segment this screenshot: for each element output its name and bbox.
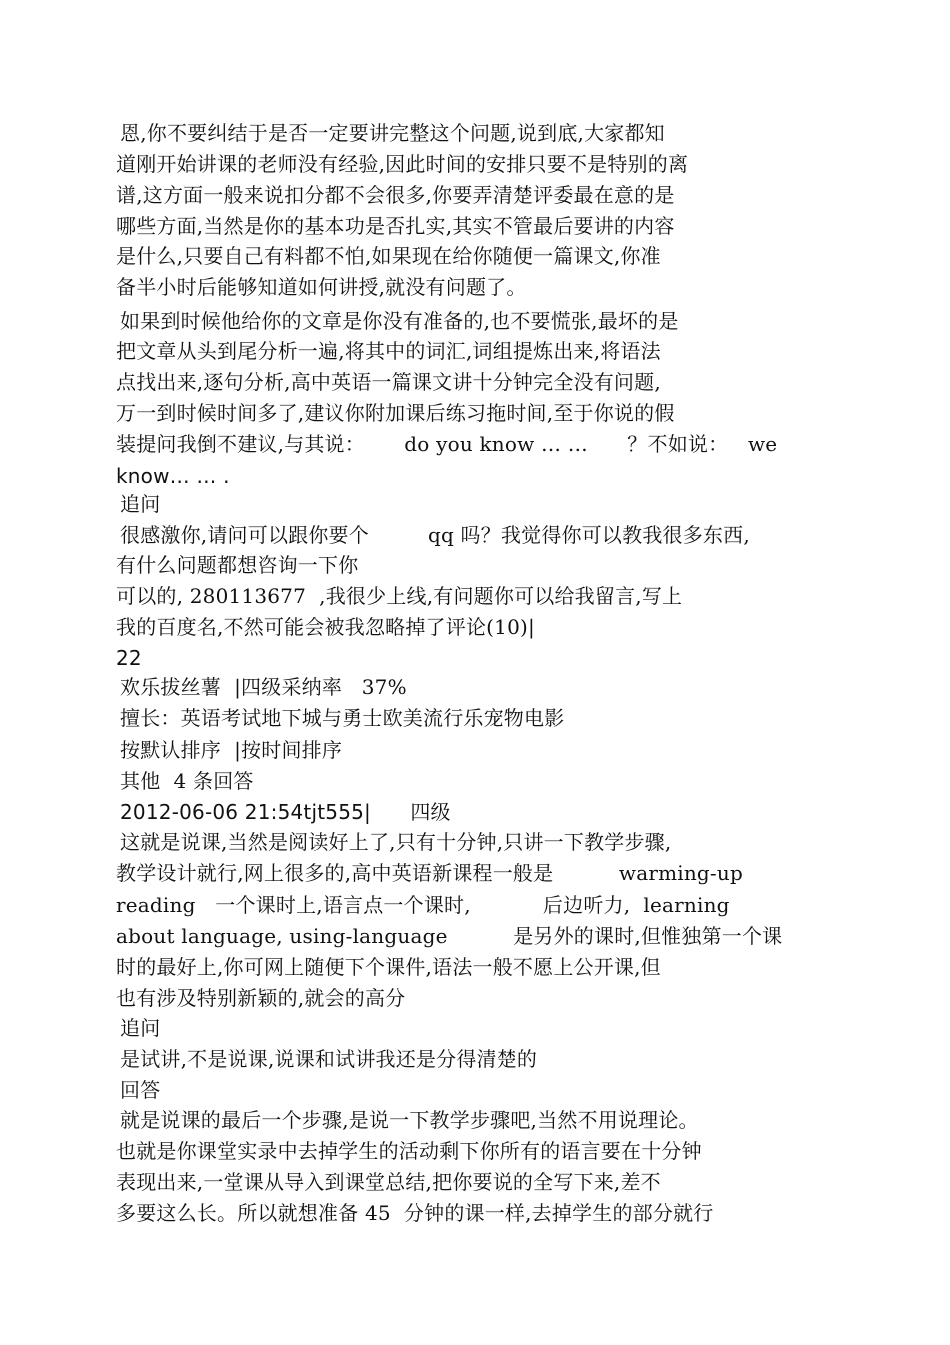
text-line: 是试讲,不是说课,说课和试讲我还是分得清楚的 [120,1047,538,1071]
text-line: 有什么问题都想咨询一下你 [116,553,359,577]
comment-count: 22 [116,646,142,670]
text-line: 万一到时候时间多了,建议你附加课后练习拖时间,至于你说的假 [116,401,675,425]
follow-up-label: 追问 [120,1016,161,1040]
text-line: 点找出来,逐句分析,高中英语一篇课文讲十分钟完全没有问题, [116,370,661,394]
text-line: 这就是说课,当然是阅读好上了,只有十分钟,只讲一下教学步骤, [120,830,672,854]
text-line: 可以的, 280113677 ,我很少上线,有问题你可以给我留言,写上 [116,584,683,608]
text-line: 哪些方面,当然是你的基本功是否扎实,其实不管最后要讲的内容 [116,214,675,238]
follow-up-label: 追问 [120,492,161,516]
text-line: 恩,你不要纠结于是否一定要讲完整这个问题,说到底,大家都知 [120,121,665,145]
text-line: reading 一个课时上,语言点一个课时, 后边听力, learning [116,893,730,917]
text-line: 谱,这方面一般来说扣分都不会很多,你要弄清楚评委最在意的是 [116,183,675,207]
other-answers-heading: 其他 4 条回答 [120,769,254,793]
reply-label: 回答 [120,1078,161,1102]
text-line: 装提问我倒不建议,与其说： do you know … … ？不如说： we [116,432,778,456]
text-line: 是什么,只要自己有料都不怕,如果现在给你随便一篇课文,你准 [116,244,661,268]
text-line: 道刚开始讲课的老师没有经验,因此时间的安排只要不是特别的离 [116,152,689,176]
answerer-info: 欢乐拔丝薯 |四级采纳率 37% [120,675,407,699]
text-line: 就是说课的最后一个步骤,是说一下教学步骤吧,当然不用说理论。 [120,1108,699,1132]
text-line: 也就是你课堂实录中去掉学生的活动剩下你所有的语言要在十分钟 [116,1139,702,1163]
text-line: 表现出来,一堂课从导入到课堂总结,把你要说的全写下来,差不 [116,1170,661,1194]
text-line: 时的最好上,你可网上随便下个课件,语法一般不愿上公开课,但 [116,955,661,979]
text-line: 备半小时后能够知道如何讲授,就没有问题了。 [116,275,527,299]
answer-meta: 2012-06-06 21:54tjt555| 四级 [120,800,451,824]
text-line: 也有涉及特别新颖的,就会的高分 [116,986,406,1010]
text-line: 把文章从头到尾分析一遍,将其中的词汇,词组提炼出来,将语法 [116,339,661,363]
text-line: about language, using-language 是另外的课时,但惟独第一个课 [116,924,783,948]
text-line: 多要这么长。所以就想准备 45 分钟的课一样,去掉学生的部分就行 [116,1201,714,1225]
answerer-expertise: 擅长：英语考试地下城与勇士欧美流行乐宠物电影 [120,706,565,730]
text-line: 我的百度名,不然可能会被我忽略掉了评论(10)| [116,615,535,639]
text-line: 教学设计就行,网上很多的,高中英语新课程一般是 warming-up [116,861,743,885]
text-line: 如果到时候他给你的文章是你没有准备的,也不要慌张,最坏的是 [120,309,679,333]
sort-options: 按默认排序 |按时间排序 [120,738,343,762]
text-line: 很感激你,请问可以跟你要个 qq 吗？我觉得你可以教我很多东西, [120,523,750,547]
text-line: know… … . [116,464,230,488]
